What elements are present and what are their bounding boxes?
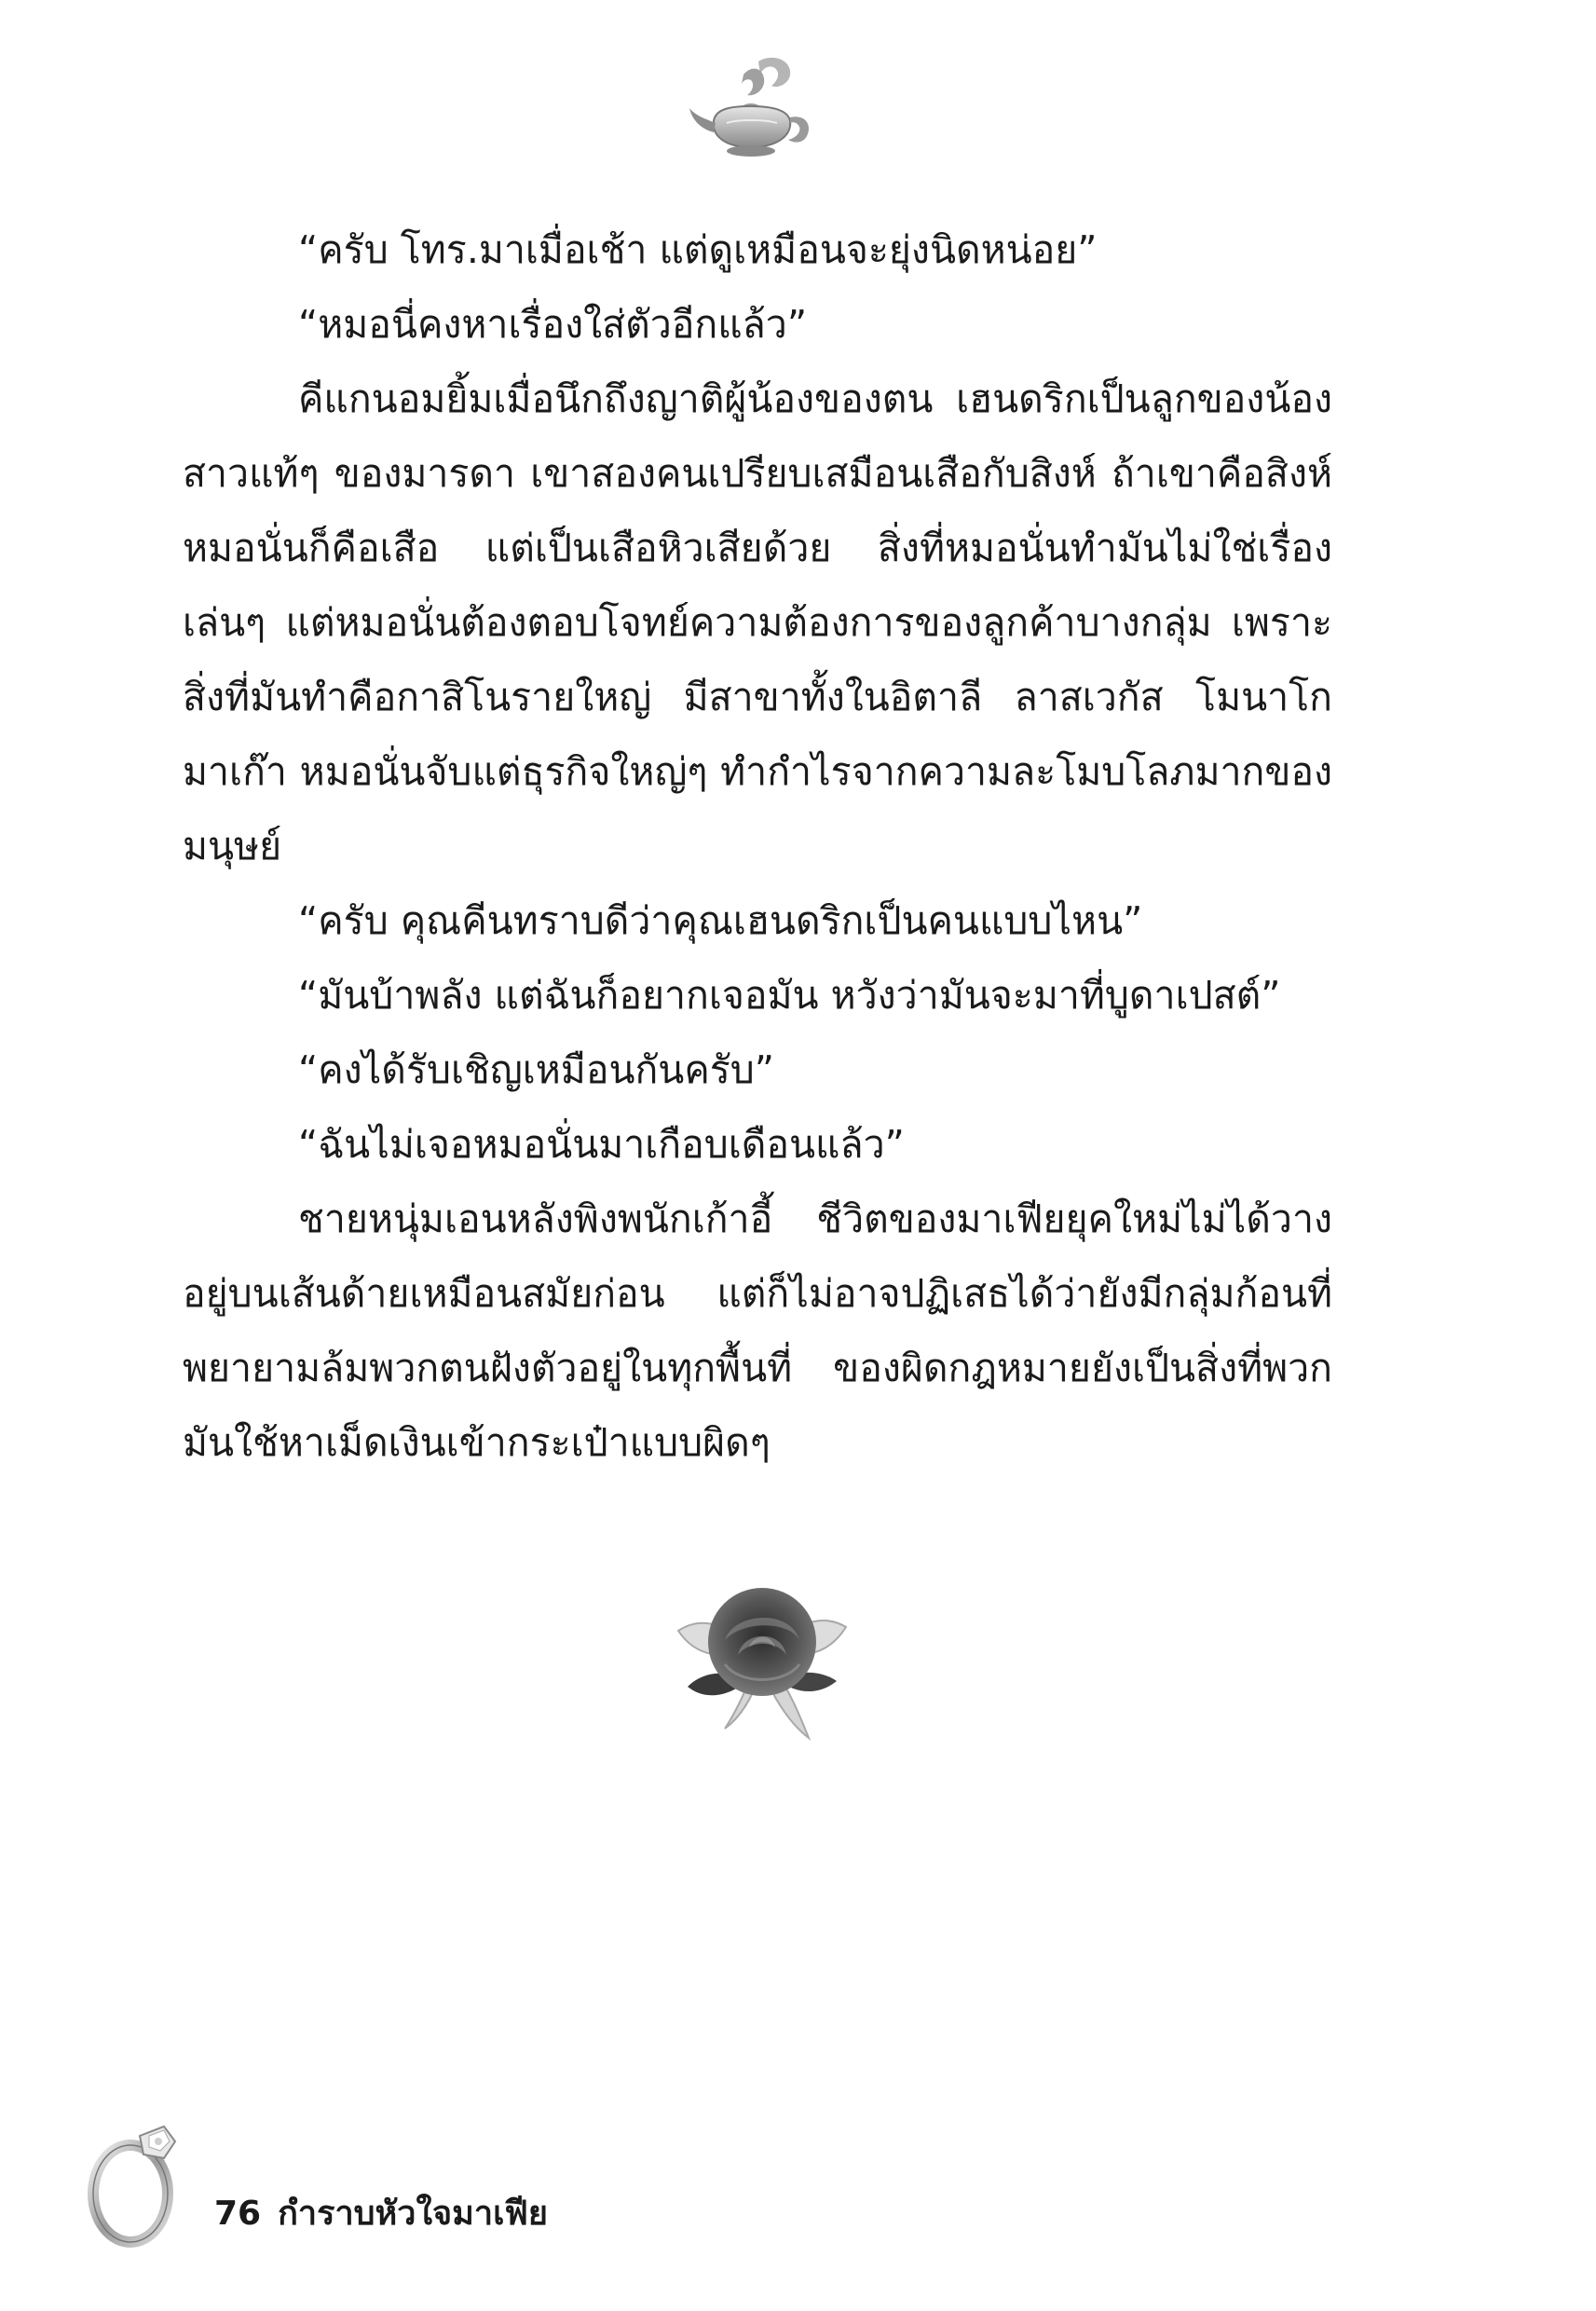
page-footer [75, 2108, 727, 2248]
folio [214, 2186, 565, 2239]
body-text [183, 212, 1332, 1480]
book-title: กำราบหัวใจมาเฟีย [278, 2195, 548, 2233]
paragraph: “มันบ้าพลัง แต่ฉันก็อยากเจอมัน หวังว่ามันจะมาที่บูดาเปสต์” [298, 973, 1281, 1018]
paragraph: “ครับ คุณคีนทราบดีว่าคุณเฮนดริกเป็นคนแบบไหน” [298, 898, 1143, 943]
paragraph: ชายหนุ่มเอนหลังพิงพนักเก้าอี้ ชีวิตของมาเฟียยุคใหม่ไม่ได้วางอยู่บนเส้นด้ายเหมือนสมัยก่อน แต่ก็ไม่อาจปฏิเสธได้ว่ายังมีกลุ่มก้อนที่พยายามล้มพวกตนฝังตัวอยู่ในทุกพื้นที่ ของผิดกฎหมายยังเป็นสิ่งที่พวกมันใช้หาเม็ดเงินเข้ากระเป๋าแบบผิดๆ [183, 1197, 1332, 1465]
paragraph: “ครับ โทร.มาเมื่อเช้า แต่ดูเหมือนจะยุ่งนิดหน่อย” [298, 227, 1098, 272]
page-number: 76 [214, 2195, 262, 2233]
paragraph: “หมอนี่คงหาเรื่องใส่ตัวอีกแล้ว” [298, 302, 808, 347]
teapot-ornament-icon [686, 54, 816, 171]
paragraph: “ฉันไม่เจอหมอนั่นมาเกือบเดือนแล้ว” [298, 1122, 905, 1167]
diamond-ring-icon [75, 2108, 214, 2248]
paragraph: คีแกนอมยิ้มเมื่อนึกถึงญาติผู้น้องของตน เฮนดริกเป็นลูกของน้องสาวแท้ๆ ของมารดา เขาสองคนเปรียบเสมือนเสือกับสิงห์ ถ้าเขาคือสิงห์ หมอนั่นก็คือเสือ แต่เป็นเสือหิวเสียด้วย สิ่งที่หมอนั่นทำมันไม่ใช่เรื่องเล่นๆ แต่หมอนั่นต้องตอบโจทย์ความต้องการของลูกค้าบางกลุ่ม เพราะสิ่งที่มันทำคือกาสิโนรายใหญ่ มีสาขาทั้งในอิตาลี ลาสเวกัส โมนาโก มาเก๊า หมอนั่นจับแต่ธุรกิจใหญ่ๆ ทำกำไรจากความละโมบโลภมากของมนุษย์ [183, 376, 1332, 868]
rose-ornament-icon [660, 1575, 865, 1743]
paragraph: “คงได้รับเชิญเหมือนกันครับ” [298, 1047, 775, 1092]
